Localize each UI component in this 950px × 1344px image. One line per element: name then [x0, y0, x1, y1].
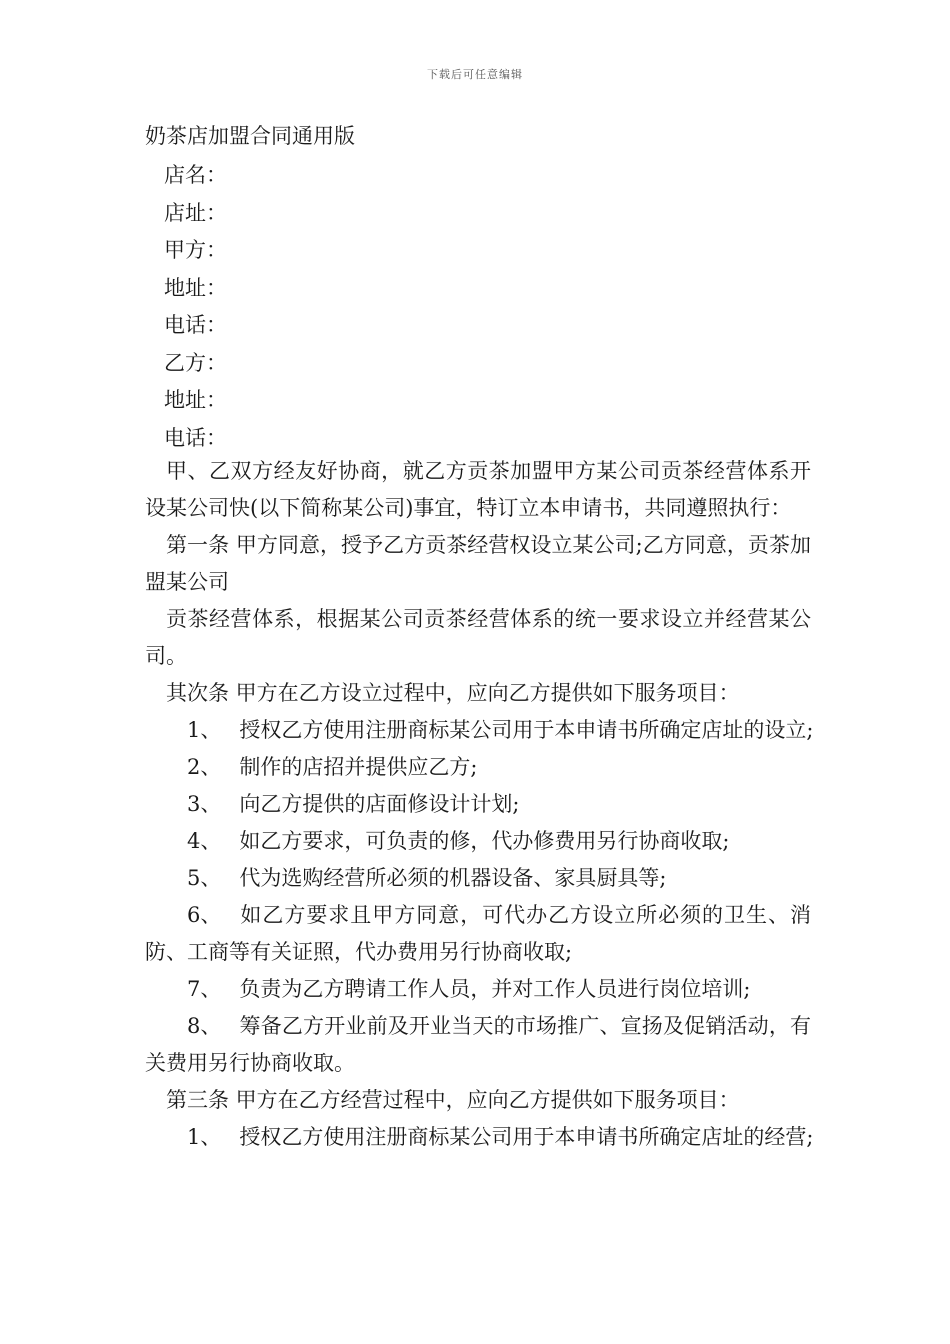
- list-item-number: 7、: [187, 977, 222, 1001]
- list-item: [145, 823, 811, 860]
- list-item-text: 筹备乙方开业前及开业当天的市场推广、宣扬及促销活动，有关费用另行协商收取。: [145, 1014, 811, 1075]
- article-1-paragraph: 第一条 甲方同意，授予乙方贡茶经营权设立某公司;乙方同意，贡茶加盟某公司: [145, 533, 811, 594]
- field-shop-name: 店名：: [164, 163, 227, 187]
- list-item-text: 如乙方要求，可负责的修，代办修费用另行协商收取;: [239, 829, 730, 853]
- list-item-number: 8、: [187, 1014, 222, 1038]
- list-item-text: 向乙方提供的店面修设计计划;: [239, 792, 520, 816]
- list-item-number: 1、: [187, 1125, 222, 1149]
- article-1-continuation: 贡茶经营体系，根据某公司贡茶经营体系的统一要求设立并经营某公司。: [145, 607, 811, 668]
- list-item: [145, 971, 811, 1008]
- list-item-text: 负责为乙方聘请工作人员，并对工作人员进行岗位培训;: [239, 977, 751, 1001]
- field-party-b-phone: 电话：: [164, 425, 227, 450]
- article-2-heading: 其次条 甲方在乙方设立过程中，应向乙方提供如下服务项目：: [166, 681, 740, 705]
- list-item-number: 2、: [187, 755, 222, 779]
- document-title: 奶茶店加盟合同通用版: [145, 124, 355, 148]
- party-info-fields: [164, 157, 227, 457]
- list-item-number: 5、: [187, 866, 222, 890]
- list-item: [145, 786, 811, 823]
- list-item-text: 制作的店招并提供应乙方;: [239, 755, 478, 779]
- list-item-number: 1、: [187, 718, 222, 742]
- contract-body: [145, 453, 814, 1156]
- list-item-number: 4、: [187, 829, 222, 853]
- list-item: [145, 897, 811, 971]
- field-party-b: 乙方：: [164, 350, 227, 375]
- list-item: [145, 749, 811, 786]
- list-item-number: 3、: [187, 792, 222, 816]
- intro-paragraph: 甲、乙双方经友好协商，就乙方贡茶加盟甲方某公司贡茶经营体系开设某公司快(以下简称某公司)事宜，特订立本申请书，共同遵照执行：: [145, 459, 811, 520]
- article-3-heading: 第三条 甲方在乙方经营过程中，应向乙方提供如下服务项目：: [166, 1088, 740, 1112]
- list-item: [145, 1008, 811, 1082]
- field-party-b-address: 地址：: [164, 388, 227, 412]
- list-item-text: 授权乙方使用注册商标某公司用于本申请书所确定店址的经营;: [239, 1125, 814, 1149]
- field-party-a-address: 地址：: [164, 275, 227, 300]
- list-item: [145, 1119, 814, 1156]
- list-item: [145, 860, 811, 897]
- list-item-text: 如乙方要求且甲方同意，可代办乙方设立所必须的卫生、消防、工商等有关证照，代办费用另行协商收取;: [145, 903, 811, 964]
- field-party-a-phone: 电话：: [164, 313, 227, 337]
- list-item: [145, 712, 814, 749]
- list-item-text: 授权乙方使用注册商标某公司用于本申请书所确定店址的设立;: [239, 718, 814, 742]
- field-party-a: 甲方：: [164, 238, 227, 262]
- list-item-number: 6、: [187, 903, 222, 927]
- field-shop-address: 店址：: [164, 200, 227, 225]
- page-header-note: 下载后可任意编辑: [427, 68, 523, 81]
- list-item-text: 代为选购经营所必须的机器设备、家具厨具等;: [239, 866, 667, 890]
